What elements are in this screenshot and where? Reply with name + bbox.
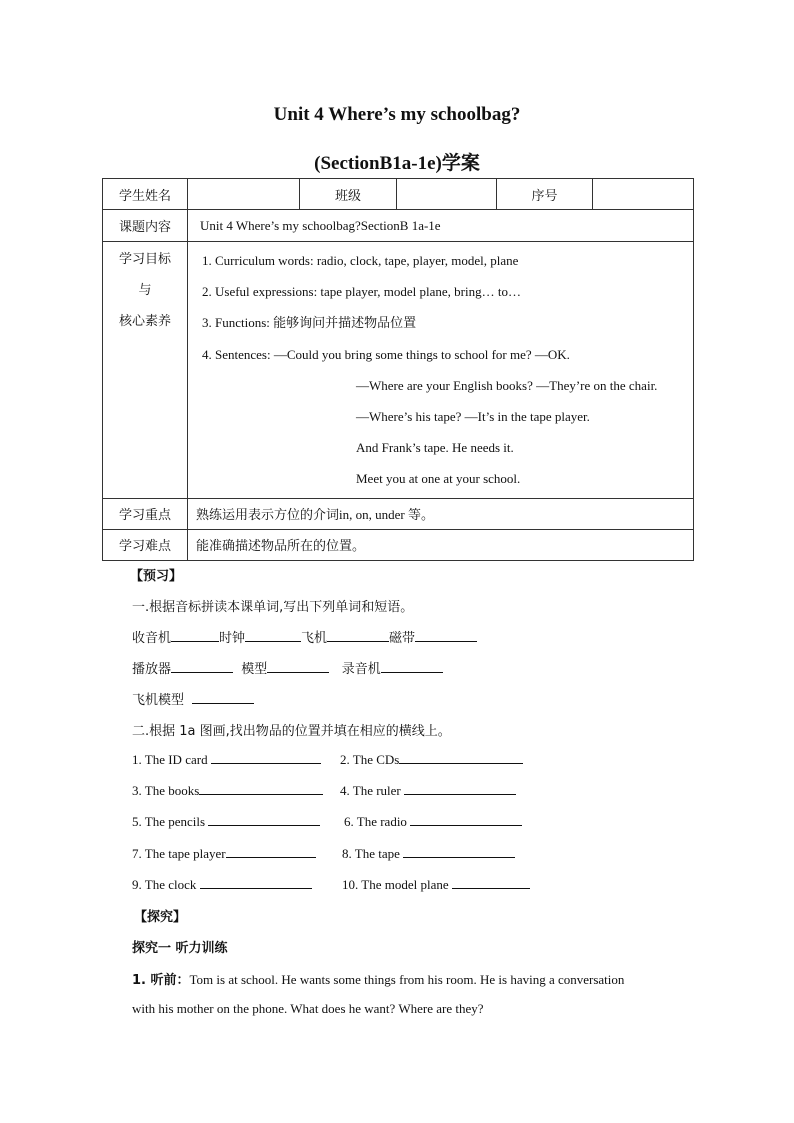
item-row (132, 845, 316, 862)
goal-item: 4. Sentences: —Could you bring some things to school for me? —OK. (202, 346, 570, 362)
goal-item: —Where’s his tape? —It’s in the tape player. (356, 408, 590, 424)
class-label: 班级 (300, 179, 397, 210)
class-field[interactable] (397, 179, 497, 210)
goal-item: And Frank’s tape. He needs it. (356, 440, 514, 456)
item-row (342, 876, 530, 893)
answer-blank[interactable] (226, 845, 316, 858)
item-label: 8. The tape (342, 846, 400, 861)
content-value: Unit 4 Where’s my schoolbag?SectionB 1a-1e (188, 210, 694, 242)
explore-heading: 【探究】 (134, 910, 187, 925)
item-label: 9. The clock (132, 877, 197, 892)
goals-label-line-1: 学习目标 (118, 252, 171, 267)
goals-label-line-3: 核心素养 (118, 314, 171, 329)
goals-label (103, 242, 188, 499)
key-points-value: 熟练运用表示方位的介词in, on, under 等。 (188, 498, 694, 529)
part1-title: 一.根据音标拼读本课单词,写出下列单词和短语。 (132, 600, 414, 615)
item-label: 2. The CDs (340, 752, 400, 767)
goals-label-line-2: 与 (138, 283, 152, 298)
vocab-row-1 (132, 627, 477, 646)
item-row (342, 845, 515, 862)
number-field[interactable] (593, 179, 694, 210)
title-line-1: Unit 4 Where’s my schoolbag? (273, 104, 521, 125)
goals-list (188, 242, 694, 499)
content-label: 课题内容 (103, 210, 188, 242)
item-label: 1. The ID card (132, 752, 208, 767)
vocab-word: 播放器 (132, 662, 172, 677)
table-row-difficulty (103, 529, 694, 560)
answer-blank[interactable] (410, 813, 522, 826)
question-1-line-1 (132, 969, 624, 988)
item-label: 3. The books (132, 783, 200, 798)
answer-blank[interactable] (267, 660, 329, 673)
answer-blank[interactable] (211, 751, 321, 764)
goal-item: —Where are your English books? —They’re on the chair. (356, 377, 658, 393)
question-1-text: Tom is at school. He wants some things from his room. He is having a conversation (189, 972, 625, 987)
vocab-word: 飞机 (301, 631, 328, 646)
part2-title: 二.根据 1a 图画,找出物品的位置并填在相应的横线上。 (132, 724, 451, 739)
goal-item: 1. Curriculum words: radio, clock, tape, player, model, plane (202, 253, 519, 268)
difficulty-value: 能准确描述物品所在的位置。 (188, 529, 694, 560)
answer-blank[interactable] (452, 876, 530, 889)
answer-blank[interactable] (192, 691, 254, 704)
goal-item: 3. Functions: 能够询问并描述物品位置 (202, 315, 417, 331)
vocab-word: 录音机 (341, 662, 381, 677)
item-row (344, 813, 522, 830)
answer-blank[interactable] (171, 629, 219, 642)
vocab-row-3 (132, 689, 254, 708)
answer-blank[interactable] (327, 629, 389, 642)
explore-sub-heading: 探究一 听力训练 (132, 941, 228, 956)
item-row (132, 751, 321, 768)
goal-item: Meet you at one at your school. (356, 471, 521, 487)
vocab-word: 飞机模型 (132, 693, 185, 708)
key-points-label: 学习重点 (103, 498, 188, 529)
item-row (132, 876, 312, 893)
vocab-word: 磁带 (389, 631, 416, 646)
student-name-field[interactable] (188, 179, 300, 210)
item-label: 10. The model plane (342, 877, 449, 892)
question-1-line-2: with his mother on the phone. What does he want? Where are they? (132, 1001, 484, 1016)
item-row (340, 751, 523, 768)
answer-blank[interactable] (399, 751, 523, 764)
item-label: 6. The radio (344, 814, 407, 829)
answer-blank[interactable] (404, 782, 516, 795)
item-row (132, 782, 323, 799)
table-row-name (103, 179, 694, 210)
goal-item: 2. Useful expressions: tape player, model plane, bring… to… (202, 284, 521, 300)
vocab-word: 模型 (241, 662, 268, 677)
question-1-prefix: 1. 听前： (132, 973, 190, 988)
title-line-2: (SectionB1a-1e)学案 (314, 153, 480, 174)
item-label: 4. The ruler (340, 783, 401, 798)
item-label: 5. The pencils (132, 814, 206, 829)
difficulty-label: 学习难点 (103, 529, 188, 560)
table-row-content (103, 210, 694, 242)
answer-blank[interactable] (381, 660, 443, 673)
vocab-word: 时钟 (219, 631, 246, 646)
answer-blank[interactable] (200, 876, 312, 889)
item-row (340, 782, 516, 799)
preview-heading: 【预习】 (130, 569, 183, 584)
answer-blank[interactable] (415, 629, 477, 642)
vocab-word: 收音机 (132, 631, 172, 646)
vocab-row-2 (132, 658, 443, 677)
answer-blank[interactable] (171, 660, 233, 673)
answer-blank[interactable] (208, 813, 320, 826)
item-row (132, 813, 320, 830)
student-name-label: 学生姓名 (103, 179, 188, 210)
table-row-key (103, 498, 694, 529)
info-table (102, 178, 694, 561)
answer-blank[interactable] (245, 629, 301, 642)
answer-blank[interactable] (199, 782, 323, 795)
table-row-goals (103, 242, 694, 499)
number-label: 序号 (497, 179, 593, 210)
item-label: 7. The tape player (132, 846, 226, 861)
answer-blank[interactable] (403, 845, 515, 858)
